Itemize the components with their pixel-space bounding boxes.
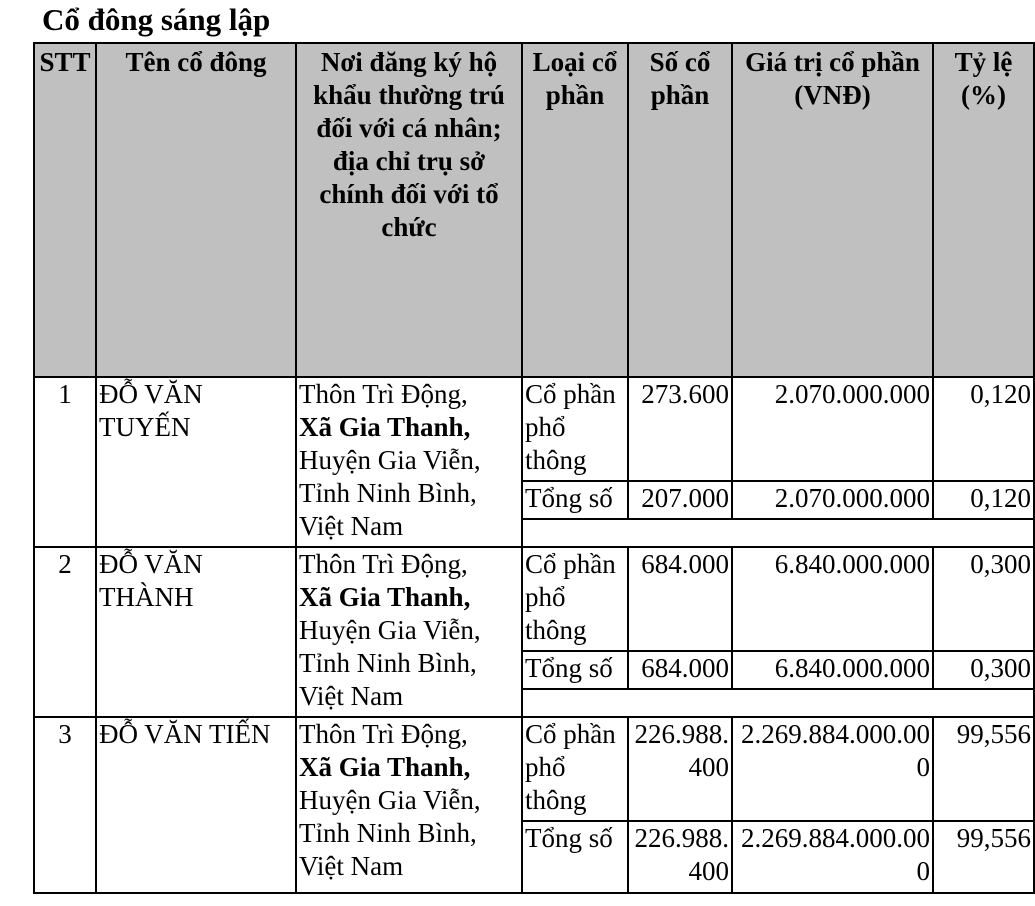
- address-line: Thôn Trì Động,: [299, 549, 468, 579]
- address-line: Việt Nam: [299, 851, 404, 881]
- address-line: Huyện Gia Viễn,: [299, 785, 481, 815]
- address-line: Huyện Gia Viễn,: [299, 615, 481, 645]
- row-stt: 3: [34, 717, 96, 893]
- row-stt: 2: [34, 547, 96, 717]
- header-shares: Số cổ phần: [628, 43, 732, 377]
- header-name: Tên cổ đông: [96, 43, 296, 377]
- address-line: Huyện Gia Viễn,: [299, 445, 481, 475]
- row-total-ratio: 0,120: [933, 481, 1034, 519]
- page-title: Cổ đông sáng lập: [42, 2, 271, 37]
- row-value: 2.269.884.000.000: [732, 717, 933, 821]
- table-header-row: [34, 43, 1034, 377]
- row-address: [296, 377, 522, 547]
- row-shares: 226.988.400: [628, 717, 732, 821]
- row-ratio: 0,300: [933, 547, 1034, 651]
- row-name: ĐỖ VĂN THÀNH: [96, 547, 296, 717]
- address-line: Việt Nam: [299, 511, 404, 541]
- row-ratio: 0,120: [933, 377, 1034, 481]
- address-line: Tỉnh Ninh Bình,: [299, 648, 477, 678]
- row-total-label: Tổng số: [522, 481, 628, 519]
- address-line: Thôn Trì Động,: [299, 719, 468, 749]
- row-address: [296, 717, 522, 893]
- row-stt: 1: [34, 377, 96, 547]
- row-type: Cổ phần phổ thông: [522, 717, 628, 821]
- row-total-shares: 207.000: [628, 481, 732, 519]
- row-spacer-cell: [522, 519, 1034, 547]
- header-stt: STT: [34, 43, 96, 377]
- address-line: Xã Gia Thanh,: [299, 412, 471, 442]
- row-type: Cổ phần phổ thông: [522, 377, 628, 481]
- row-value: 6.840.000.000: [732, 547, 933, 651]
- header-ratio: Tỷ lệ (%): [933, 43, 1034, 377]
- row-total-ratio: 0,300: [933, 651, 1034, 689]
- header-value: Giá trị cổ phần (VNĐ): [732, 43, 933, 377]
- table-row: [34, 547, 1034, 651]
- shareholder-table: [33, 42, 1035, 894]
- row-total-ratio: 99,556: [933, 821, 1034, 893]
- row-type: Cổ phần phổ thông: [522, 547, 628, 651]
- address-line: Xã Gia Thanh,: [299, 582, 471, 612]
- row-shares: 684.000: [628, 547, 732, 651]
- row-total-value: 6.840.000.000: [732, 651, 933, 689]
- row-value: 2.070.000.000: [732, 377, 933, 481]
- row-total-shares: 684.000: [628, 651, 732, 689]
- row-address: [296, 547, 522, 717]
- row-total-value: 2.269.884.000.000: [732, 821, 933, 893]
- row-total-label: Tổng số: [522, 821, 628, 893]
- row-total-label: Tổng số: [522, 651, 628, 689]
- row-name: ĐỖ VĂN TIẾN: [96, 717, 296, 893]
- address-line: Xã Gia Thanh,: [299, 752, 471, 782]
- row-name: ĐỖ VĂN TUYẾN: [96, 377, 296, 547]
- row-spacer-cell: [522, 689, 1034, 717]
- address-line: Tỉnh Ninh Bình,: [299, 478, 477, 508]
- address-line: Tỉnh Ninh Bình,: [299, 818, 477, 848]
- header-type: Loại cổ phần: [522, 43, 628, 377]
- address-line: Việt Nam: [299, 681, 404, 711]
- row-total-shares: 226.988.400: [628, 821, 732, 893]
- row-ratio: 99,556: [933, 717, 1034, 821]
- header-address: Nơi đăng ký hộ khẩu thường trú đối với cá nhân; địa chỉ trụ sở chính đối với tổ chức: [296, 43, 522, 377]
- address-line: Thôn Trì Động,: [299, 379, 468, 409]
- row-shares: 273.600: [628, 377, 732, 481]
- row-total-value: 2.070.000.000: [732, 481, 933, 519]
- table-row: [34, 717, 1034, 821]
- table-row: [34, 377, 1034, 481]
